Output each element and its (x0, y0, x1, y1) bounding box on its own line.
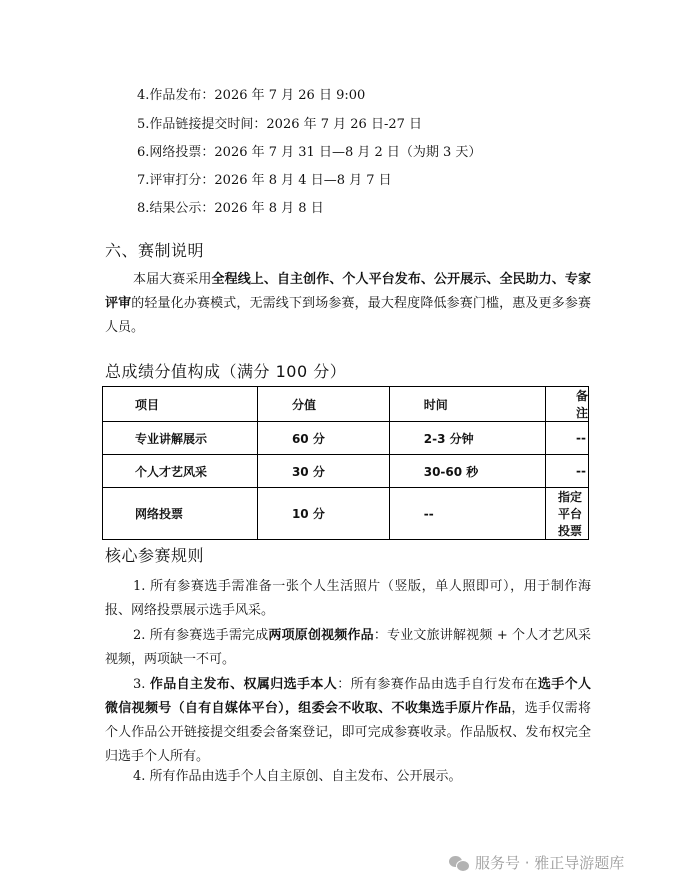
schedule-item: 6.网络投票：2026 年 7 月 31 日—8 月 2 日（为期 3 天） (137, 145, 482, 160)
rule-text: ：所有参赛作品由选手自行发布在 (337, 677, 538, 692)
intro-bold-text: 全程线上、自主创作、个人平台发布、公开展示、全民助力、专家评审 (105, 272, 591, 311)
table-header-cell: 项目 (103, 387, 258, 422)
rule-item-4: 4. 所有作品由选手个人自主原创、自主发布、公开展示。 (133, 769, 462, 784)
table-header-row (103, 387, 589, 422)
footer-watermark (449, 852, 624, 873)
table-cell: 网络投票 (103, 488, 258, 540)
section-title-competition-format: 六、赛制说明 (105, 241, 205, 260)
table-cell: -- (545, 422, 588, 455)
intro-text: 的轻量化办赛模式，无需线下到场参赛，最大程度降低参赛门槛，惠及更多参赛人员。 (105, 296, 591, 335)
schedule-item: 4.作品发布：2026 年 7 月 26 日 9:00 (137, 88, 366, 103)
table-cell: 专业讲解展示 (103, 422, 258, 455)
table-cell: 个人才艺风采 (103, 455, 258, 488)
table-cell: 30-60 秒 (389, 455, 545, 488)
score-table (102, 386, 589, 540)
table-cell: 指定平台投票 (545, 488, 588, 540)
format-intro-paragraph (105, 268, 591, 340)
table-cell: -- (389, 488, 545, 540)
table-header-cell: 时间 (389, 387, 545, 422)
wechat-icon (449, 855, 469, 871)
footer-text: 服务号 · 雅正导游题库 (475, 854, 625, 872)
rule-bold-text: 选手个人微信视频号（自有自媒体平台），组委会不收取、不收集选手原片作品 (105, 677, 591, 716)
rule-bold-text: 两项原创视频作品 (268, 628, 374, 643)
rule-item-3 (105, 673, 591, 769)
score-table-title: 总成绩分值构成（满分 100 分） (105, 362, 347, 381)
table-row (103, 488, 589, 540)
rule-text: ，选手仅需将个人作品公开链接提交组委会备案登记，即可完成参赛收录。作品版权、发布权完全归选手个人所有。 (105, 701, 591, 764)
table-row (103, 455, 589, 488)
schedule-item: 7.评审打分：2026 年 8 月 4 日—8 月 7 日 (137, 173, 392, 188)
schedule-item: 5.作品链接提交时间：2026 年 7 月 26 日-27 日 (137, 117, 423, 132)
rule-item-2 (105, 624, 591, 672)
rule-text: 2. 所有参赛选手需完成 (133, 628, 269, 643)
rule-bold-text: 作品自主发布、权属归选手本人 (149, 677, 338, 692)
intro-text: 本届大赛采用 (133, 272, 212, 287)
table-cell: 60 分 (257, 422, 389, 455)
table-cell: -- (545, 455, 588, 488)
table-cell: 10 分 (257, 488, 389, 540)
table-row (103, 422, 589, 455)
rules-title: 核心参赛规则 (105, 546, 205, 565)
table-cell: 30 分 (257, 455, 389, 488)
rule-text: 3. (133, 677, 150, 692)
table-header-cell: 备注 (545, 387, 588, 422)
rule-item-1: 1. 所有参赛选手需准备一张个人生活照片（竖版，单人照即可），用于制作海报、网络投票展示选手风采。 (105, 579, 591, 618)
table-header-cell: 分值 (257, 387, 389, 422)
table-cell: 2-3 分钟 (389, 422, 545, 455)
schedule-item: 8.结果公示：2026 年 8 月 8 日 (137, 201, 324, 216)
rule-text: ：专业文旅讲解视频 + 个人才艺风采视频，两项缺一不可。 (105, 628, 591, 667)
